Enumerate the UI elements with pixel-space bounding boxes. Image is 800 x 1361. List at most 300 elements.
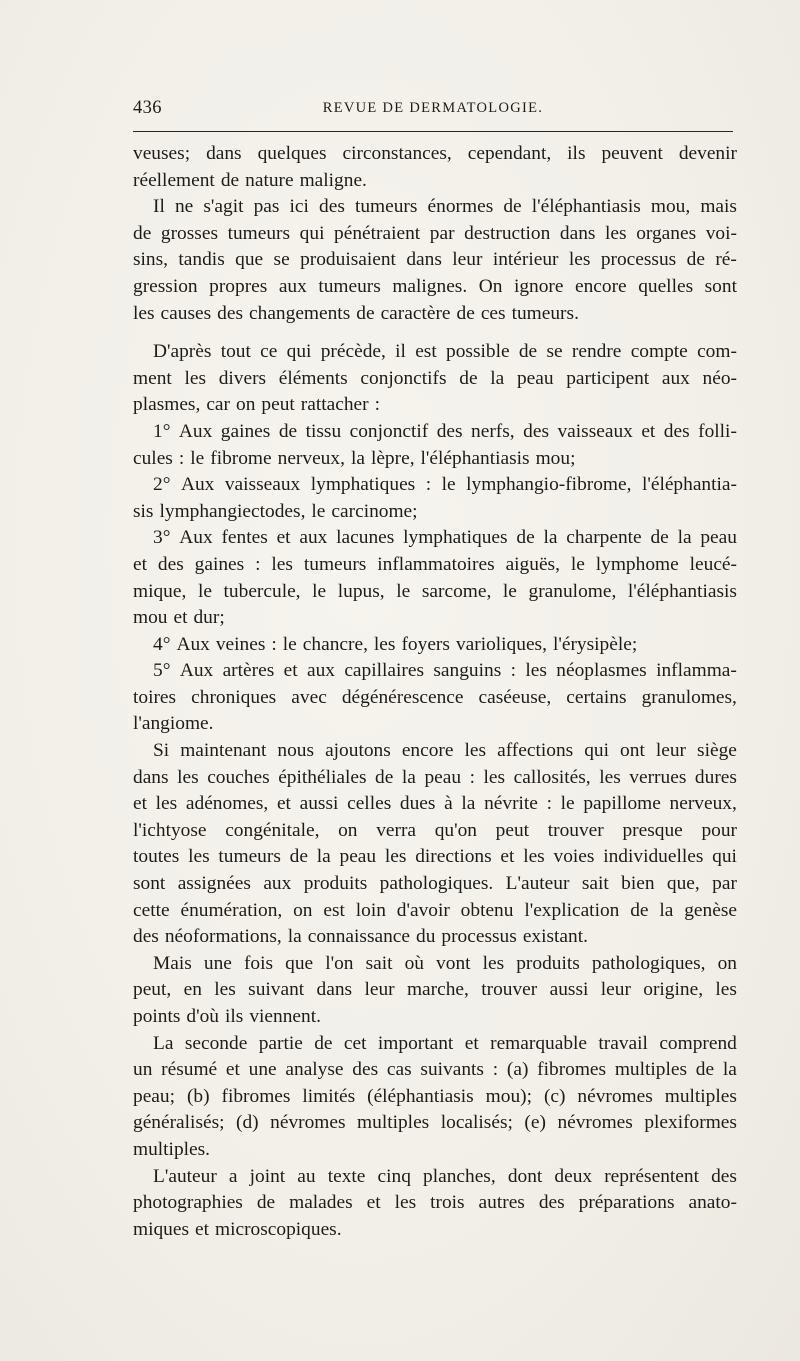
- word: mais: [700, 196, 737, 218]
- word: ignore: [513, 275, 564, 297]
- word: seconde: [184, 1032, 248, 1054]
- word: granulome,: [528, 580, 617, 602]
- word: pathologiques,: [591, 952, 706, 974]
- word: dans: [133, 766, 169, 788]
- word: un: [133, 1059, 153, 1081]
- word: fibromes: [221, 1085, 291, 1107]
- word: artères: [222, 660, 275, 682]
- word: les: [188, 846, 210, 868]
- word: intérieur: [492, 249, 559, 271]
- word: cependant,: [467, 143, 552, 164]
- word: des: [663, 420, 690, 442]
- word: compte: [630, 341, 688, 363]
- word: d'avoir: [396, 899, 450, 921]
- text-line: [133, 765, 737, 792]
- word: quelques: [257, 143, 327, 164]
- word: aux: [306, 660, 335, 682]
- word: le: [282, 633, 297, 655]
- word: multiples: [664, 1085, 737, 1107]
- word: leur: [452, 249, 483, 271]
- word: autres: [478, 1192, 525, 1214]
- word: miques: [133, 1218, 190, 1240]
- word: aussi: [549, 979, 589, 1001]
- text-line: [133, 791, 737, 818]
- word: :: [492, 1059, 499, 1081]
- word: dans: [206, 143, 242, 164]
- word: pour: [701, 819, 737, 841]
- word: le: [502, 580, 517, 602]
- word: loin: [355, 899, 386, 921]
- word: directions: [415, 846, 492, 868]
- text-line: [133, 392, 737, 419]
- word: fentes: [221, 527, 268, 549]
- word: couches: [207, 766, 270, 788]
- word: processus: [441, 926, 517, 948]
- word: tumeurs: [227, 222, 291, 244]
- word: microscopiques.: [215, 1218, 342, 1240]
- word: qui: [299, 222, 325, 244]
- word: causes: [160, 302, 212, 324]
- word: préparations: [578, 1192, 675, 1214]
- word: la: [401, 766, 416, 788]
- word: On: [478, 275, 503, 297]
- word: les: [482, 952, 505, 974]
- word: genèse: [684, 899, 737, 921]
- word: veines: [215, 633, 266, 655]
- word: les: [715, 979, 737, 1001]
- word: com-: [697, 341, 737, 363]
- word: travail: [598, 1032, 648, 1054]
- text-line: [133, 472, 737, 499]
- word: nerfs,: [471, 420, 515, 442]
- word: joint: [249, 1165, 286, 1187]
- text-line: [133, 605, 737, 632]
- word: le: [560, 793, 575, 815]
- word: quelles: [638, 275, 694, 297]
- word: de: [695, 1059, 715, 1081]
- word: plexiformes: [644, 1112, 737, 1134]
- word: localisés;: [440, 1112, 513, 1134]
- word: l'angiome.: [133, 713, 214, 735]
- text-line: [133, 658, 737, 685]
- word: dur;: [193, 607, 225, 629]
- word: peau: [339, 846, 377, 868]
- word: folli-: [698, 420, 737, 442]
- word: gression: [133, 275, 198, 297]
- word: et: [500, 846, 515, 868]
- word: Aux: [179, 527, 213, 549]
- word: ne: [174, 196, 194, 218]
- text-line: [133, 1084, 737, 1111]
- paragraph: [133, 632, 737, 659]
- word: aussi: [299, 793, 339, 815]
- running-title: REVUE DE DERMATOLOGIE.: [322, 100, 544, 116]
- word: aux: [661, 367, 690, 389]
- text-line: [133, 1217, 737, 1244]
- word: de: [256, 1192, 276, 1214]
- word: ont: [620, 740, 645, 762]
- word: carcinome;: [331, 500, 418, 522]
- word: inflammatoires: [377, 553, 495, 575]
- word: leucé-: [689, 553, 737, 575]
- word: néoplasmes: [556, 660, 647, 682]
- word: et: [283, 660, 298, 682]
- word: capillaires: [344, 660, 425, 682]
- word: veuses;: [133, 143, 191, 164]
- word: gaines: [194, 553, 245, 575]
- word: multiples.: [133, 1138, 211, 1160]
- word: D'après: [153, 341, 212, 363]
- word: toutes: [133, 846, 180, 868]
- word: peau;: [133, 1085, 175, 1107]
- word: pas: [253, 196, 280, 218]
- word: peau: [424, 766, 462, 788]
- word: névromes: [270, 1112, 346, 1134]
- word: produits: [516, 952, 580, 974]
- paragraph: [133, 419, 737, 472]
- word: de: [516, 527, 535, 549]
- word: et: [464, 1032, 479, 1054]
- word: Aux: [179, 660, 214, 682]
- word: on: [717, 952, 737, 974]
- word: mique,: [133, 580, 187, 602]
- word: vaisseaux: [557, 420, 633, 442]
- word: des: [436, 420, 463, 442]
- word: sait: [581, 873, 609, 895]
- word: les: [373, 633, 396, 655]
- word: les: [605, 222, 627, 244]
- word: charpente: [566, 527, 642, 549]
- word: une: [248, 1059, 277, 1081]
- text-line: [133, 818, 737, 845]
- word: nerveux,: [669, 793, 737, 815]
- word: névromes: [577, 1085, 653, 1107]
- text-line: [133, 525, 737, 552]
- word: tubercule,: [223, 580, 301, 602]
- word: congénitale,: [225, 819, 320, 841]
- word: dont: [507, 1165, 543, 1187]
- word: où: [404, 952, 424, 974]
- text-line: [133, 738, 737, 765]
- word: car: [206, 394, 230, 416]
- word: obtenu: [460, 899, 514, 921]
- word: lymphatiques: [310, 474, 416, 496]
- word: leur: [655, 740, 687, 762]
- word: (c): [543, 1085, 566, 1107]
- word: varioliques,: [455, 633, 547, 655]
- word: malignes.: [392, 275, 468, 297]
- text-line: [133, 1164, 737, 1191]
- word: pénétraient: [334, 222, 421, 244]
- word: représentent: [604, 1165, 699, 1187]
- word: la: [722, 1059, 737, 1081]
- word: connaissance: [307, 926, 411, 948]
- word: des: [133, 926, 159, 948]
- word: cinq: [377, 1165, 411, 1187]
- word: assignées: [177, 873, 251, 895]
- word: le: [312, 580, 327, 602]
- word: suivants: [420, 1059, 484, 1081]
- text-line: [133, 446, 737, 473]
- word: sont: [704, 275, 737, 297]
- word: 1°: [153, 420, 171, 442]
- word: ajoutons: [325, 740, 391, 762]
- word: des: [157, 553, 184, 575]
- word: ils: [225, 1006, 244, 1027]
- word: qui: [712, 846, 737, 868]
- word: aux: [299, 527, 328, 549]
- word: mou);: [485, 1085, 532, 1107]
- word: une: [203, 952, 232, 974]
- word: l'érysipèle;: [552, 633, 638, 655]
- word: multiples: [614, 1059, 688, 1081]
- word: devenir: [678, 143, 737, 164]
- word: sanguins: [433, 660, 502, 682]
- word: des: [319, 196, 345, 218]
- word: leur: [364, 979, 395, 1001]
- word: 2°: [153, 474, 171, 496]
- word: les: [384, 846, 407, 868]
- word: de: [518, 341, 538, 363]
- text-line: [133, 1057, 737, 1084]
- word: dans: [406, 249, 442, 271]
- word: trois: [430, 1192, 465, 1214]
- word: les: [155, 793, 178, 815]
- word: tissu: [305, 420, 342, 442]
- word: fibromes: [537, 1059, 607, 1081]
- word: tout: [220, 341, 251, 363]
- text-line: [133, 274, 737, 301]
- word: :: [178, 447, 185, 469]
- word: nerveux,: [277, 447, 345, 469]
- word: circonstances,: [342, 143, 452, 164]
- word: possible: [446, 341, 510, 363]
- word: tandis: [178, 249, 225, 271]
- word: la: [287, 926, 302, 948]
- word: tumeurs: [318, 275, 381, 297]
- word: est: [415, 341, 437, 363]
- word: on: [338, 819, 358, 841]
- word: des: [711, 1165, 737, 1187]
- word: :: [255, 553, 261, 575]
- text-line: [133, 685, 737, 712]
- word: la: [543, 527, 558, 549]
- word: le: [441, 474, 456, 496]
- word: et: [225, 1059, 240, 1081]
- word: énormes: [427, 196, 494, 218]
- word: névrite: [484, 793, 538, 815]
- paragraph: [133, 472, 737, 525]
- word: dégénérescence: [341, 686, 464, 708]
- text-line: [133, 977, 737, 1004]
- word: de: [459, 367, 478, 389]
- word: les: [599, 766, 621, 788]
- word: et: [276, 527, 291, 549]
- word: tumeurs: [303, 553, 367, 575]
- word: trouver: [481, 979, 538, 1001]
- word: dans: [559, 222, 596, 244]
- word: épithéliales: [278, 766, 367, 788]
- word: maligne.: [299, 169, 367, 191]
- text-line: [133, 552, 737, 579]
- word: de: [503, 196, 522, 218]
- word: les: [568, 249, 591, 271]
- word: et: [173, 607, 188, 629]
- word: peuvent: [601, 143, 663, 164]
- word: analyse: [285, 1059, 344, 1081]
- word: encore: [401, 740, 454, 762]
- paragraph-gap: [133, 327, 737, 339]
- word: Aux: [176, 633, 210, 655]
- word: partie: [258, 1032, 303, 1054]
- page-number: 436: [133, 98, 162, 118]
- word: :: [546, 793, 552, 815]
- word: gaines: [220, 420, 271, 442]
- word: tumeurs: [218, 846, 281, 868]
- word: des: [538, 1192, 565, 1214]
- word: tumeurs: [354, 196, 418, 218]
- word: chroniques: [191, 686, 277, 708]
- text-line: [133, 1110, 737, 1137]
- text-line: [133, 1031, 737, 1058]
- word: que: [285, 952, 314, 974]
- word: texte: [327, 1165, 366, 1187]
- word: lymphome: [595, 553, 679, 575]
- word: les: [133, 302, 155, 324]
- word: aux: [278, 275, 307, 297]
- word: produits: [303, 873, 368, 895]
- word: néoformations,: [164, 926, 282, 948]
- word: Aux: [180, 474, 215, 496]
- word: ce: [260, 341, 278, 363]
- word: 4°: [153, 633, 171, 655]
- word: d'où: [186, 1006, 220, 1027]
- word: lymphangio-fibrome,: [466, 474, 632, 496]
- text-line: [133, 419, 737, 446]
- word: se: [546, 341, 563, 363]
- text-line: [133, 1004, 737, 1031]
- word: peut: [261, 394, 295, 416]
- word: 5°: [153, 660, 171, 682]
- word: l'éléphantia-: [641, 474, 737, 496]
- word: multiples: [357, 1112, 430, 1134]
- word: dues: [399, 793, 436, 815]
- word: ces: [480, 302, 506, 324]
- word: le: [570, 553, 585, 575]
- word: et: [195, 1218, 210, 1240]
- word: viennent.: [249, 1006, 321, 1027]
- word: (e): [524, 1112, 546, 1134]
- text-line: [133, 711, 737, 738]
- word: remarquable: [490, 1032, 588, 1054]
- word: origine,: [643, 979, 704, 1001]
- word: de: [278, 420, 298, 442]
- word: peut: [495, 819, 530, 841]
- word: celles: [347, 793, 392, 815]
- word: de: [456, 302, 475, 324]
- word: comprend: [659, 1032, 737, 1054]
- text-line: [133, 632, 737, 659]
- word: pathologiques.: [379, 873, 494, 895]
- text-line: [133, 221, 737, 248]
- word: fois: [243, 952, 274, 974]
- word: et: [641, 420, 656, 442]
- word: par: [429, 222, 455, 244]
- word: que: [235, 249, 264, 271]
- word: rendre: [571, 341, 622, 363]
- word: de: [630, 899, 649, 921]
- word: on: [236, 394, 256, 416]
- paragraph: [133, 658, 737, 738]
- paragraph: [133, 951, 737, 1031]
- word: Aux: [178, 420, 213, 442]
- word: névromes: [557, 1112, 633, 1134]
- word: de: [289, 846, 308, 868]
- word: L'auteur: [153, 1165, 217, 1187]
- paragraph: [133, 141, 737, 194]
- word: :: [271, 633, 277, 655]
- word: aiguës,: [505, 553, 560, 575]
- word: important: [377, 1032, 454, 1054]
- word: sins,: [133, 249, 169, 271]
- word: plasmes,: [133, 394, 201, 416]
- word: à: [444, 793, 453, 815]
- word: les: [177, 766, 199, 788]
- word: trouver: [547, 819, 604, 841]
- word: inflamma-: [656, 660, 737, 682]
- text-line: [133, 1190, 737, 1217]
- word: propres: [209, 275, 268, 297]
- word: organes: [636, 222, 697, 244]
- word: Mais: [153, 952, 192, 974]
- word: lacunes: [336, 527, 395, 549]
- word: nous: [277, 740, 315, 762]
- body-text: [133, 141, 737, 1243]
- word: limités: [302, 1085, 356, 1107]
- word: les: [464, 740, 487, 762]
- word: tumeurs.: [511, 302, 579, 324]
- word: produisaient: [300, 249, 396, 271]
- word: anato-: [688, 1192, 737, 1214]
- word: presque: [622, 819, 683, 841]
- word: :: [374, 394, 380, 416]
- text-line: [133, 951, 737, 978]
- word: énumération,: [180, 899, 283, 921]
- word: mou;: [535, 447, 576, 469]
- word: ils: [567, 143, 586, 164]
- word: sont: [133, 873, 166, 895]
- word: la: [350, 447, 365, 469]
- word: L'auteur: [505, 873, 570, 895]
- word: avec: [291, 686, 327, 708]
- word: voies: [553, 846, 595, 868]
- text-line: [133, 301, 737, 328]
- word: conjonctifs: [360, 367, 447, 389]
- word: encore: [575, 275, 627, 297]
- word: cas: [386, 1059, 412, 1081]
- word: l'éléphantiasis: [531, 196, 641, 218]
- word: divers: [218, 367, 267, 389]
- word: (b): [186, 1085, 210, 1107]
- word: vaisseaux: [224, 474, 301, 496]
- word: l'éléphantiasis: [420, 447, 530, 469]
- word: aux: [263, 873, 292, 895]
- text-line: [133, 168, 737, 195]
- word: du: [416, 926, 436, 948]
- word: voi-: [705, 222, 737, 244]
- word: généralisés;: [133, 1112, 225, 1134]
- word: maintenant: [180, 740, 267, 762]
